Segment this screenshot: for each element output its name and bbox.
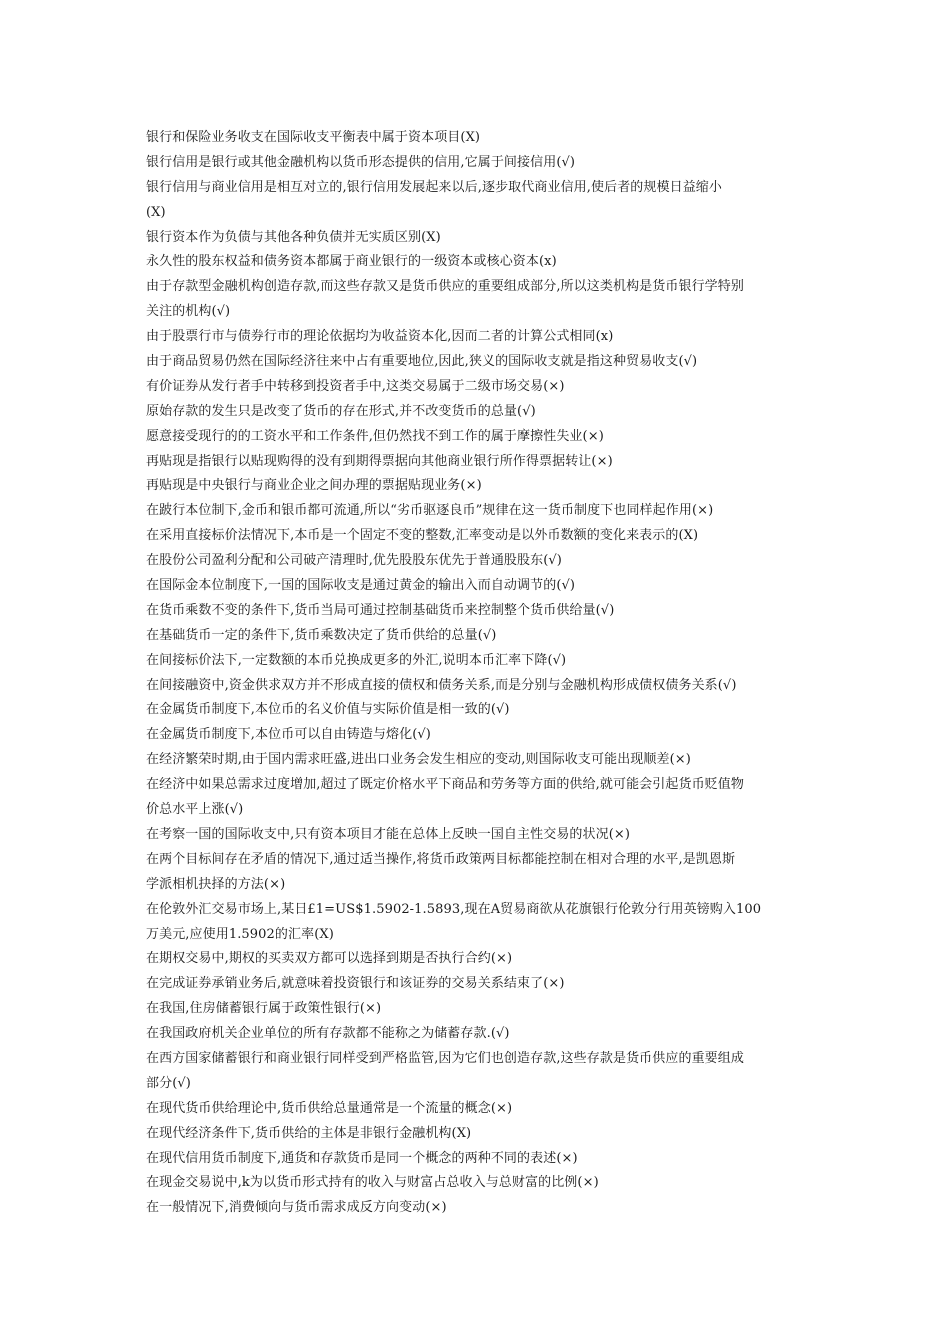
text-line: 万美元,应使用1.5902的汇率(X) [146,926,334,942]
text-line: 再贴现是中央银行与商业企业之间办理的票据贴现业务(×) [146,478,482,494]
text-line: 在考察一国的国际收支中,只有资本项目才能在总体上反映一国自主性交易的状况(×) [146,826,631,842]
text-line: 在期权交易中,期权的买卖双方都可以选择到期是否执行合约(×) [146,951,513,967]
text-line: 在金属货币制度下,本位币的名义价值与实际价值是相一致的(√) [146,702,510,718]
text-line: 银行信用是银行或其他金融机构以货币形态提供的信用,它属于间接信用(√) [146,154,576,170]
text-line: 再贴现是指银行以贴现购得的没有到期得票据向其他商业银行所作得票据转让(×) [146,453,613,469]
text-line: 银行资本作为负债与其他各种负债并无实质区别(X) [146,229,441,245]
text-line: 在现代货币供给理论中,货币供给总量通常是一个流量的概念(×) [146,1100,513,1116]
text-line: 愿意接受现行的的工资水平和工作条件,但仍然找不到工作的属于摩擦性失业(×) [146,428,604,444]
text-line: 在间接融资中,资金供求双方并不形成直接的债权和债务关系,而是分别与金融机构形成债权债务关系(√) [146,677,737,693]
text-line: 在国际金本位制度下,一国的国际收支是通过黄金的输出入而自动调节的(√) [146,578,576,594]
text-line: 在我国政府机关企业单位的所有存款都不能称之为储蓄存款.(√) [146,1026,510,1042]
text-line: 在我国,住房储蓄银行属于政策性银行(×) [146,1001,382,1017]
document-page [146,126,818,1221]
text-line: 在西方国家储蓄银行和商业银行同样受到严格监管,因为它们也创造存款,这些存款是货币供应的重要组成 [146,1050,744,1066]
text-line: 在经济繁荣时期,由于国内需求旺盛,进出口业务会发生相应的变动,则国际收支可能出现顺差(×) [146,752,691,768]
text-line: 在两个目标间存在矛盾的情况下,通过适当操作,将货币政策两目标都能控制在相对合理的水平,是凯恩斯 [146,851,736,867]
text-line: 在现金交易说中,k为以货币形式持有的收入与财富占总收入与总财富的比例(×) [146,1175,599,1191]
text-line: 在伦敦外汇交易市场上,某日£1=US$1.5902-1.5893,现在A贸易商欲从花旗银行伦敦分行用英镑购入100 [146,901,762,917]
text-line: 在完成证券承销业务后,就意味着投资银行和该证券的交易关系结束了(×) [146,976,565,992]
text-line: 在一般情况下,消费倾向与货币需求成反方向变动(×) [146,1200,447,1216]
text-line: 由于商品贸易仍然在国际经济往来中占有重要地位,因此,狭义的国际收支就是指这种贸易收支(√) [146,354,698,370]
text-line: (X) [146,204,166,220]
text-line: 在间接标价法下,一定数额的本币兑换成更多的外汇,说明本币汇率下降(√) [146,652,567,668]
text-line: 价总水平上涨(√) [146,802,244,818]
text-line: 银行和保险业务收支在国际收支平衡表中属于资本项目(X) [146,130,481,145]
text-line: 在基础货币一定的条件下,货币乘数决定了货币供给的总量(√) [146,627,497,643]
text-line: 在股份公司盈利分配和公司破产清理时,优先股股东优先于普通股股东(√) [146,553,562,569]
text-line: 由于存款型金融机构创造存款,而这些存款又是货币供应的重要组成部分,所以这类机构是货币银行学特别 [146,279,744,295]
text-line: 在现代信用货币制度下,通货和存款货币是同一个概念的两种不同的表述(×) [146,1150,578,1166]
text-line: 有价证券从发行者手中转移到投资者手中,这类交易属于二级市场交易(×) [146,378,565,394]
text-line: 关注的机构(√) [146,304,231,320]
text-line: 在金属货币制度下,本位币可以自由铸造与熔化(√) [146,727,431,743]
text-line: 在现代经济条件下,货币供给的主体是非银行金融机构(X) [146,1125,472,1141]
text-line: 在跛行本位制下,金币和银币都可流通,所以“劣币驱逐良币”规律在这一货币制度下也同样起作用(×) [146,503,714,519]
text-line: 学派相机抉择的方法(×) [146,876,286,892]
text-line: 银行信用与商业信用是相互对立的,银行信用发展起来以后,逐步取代商业信用,使后者的规模日益缩小 [146,179,722,195]
text-line: 永久性的股东权益和债务资本都属于商业银行的一级资本或核心资本(x) [146,254,557,270]
text-line: 在货币乘数不变的条件下,货币当局可通过控制基础货币来控制整个货币供给量(√) [146,602,615,618]
text-line: 部分(√) [146,1075,191,1091]
text-line: 由于股票行市与债券行市的理论依据均为收益资本化,因而二者的计算公式相同(x) [146,329,614,345]
text-line: 在采用直接标价法情况下,本币是一个固定不变的整数,汇率变动是以外币数额的变化来表示的(X) [146,528,699,544]
text-line: 原始存款的发生只是改变了货币的存在形式,并不改变货币的总量(√) [146,403,536,419]
text-line: 在经济中如果总需求过度增加,超过了既定价格水平下商品和劳务等方面的供给,就可能会引起货币贬值物 [146,777,744,793]
